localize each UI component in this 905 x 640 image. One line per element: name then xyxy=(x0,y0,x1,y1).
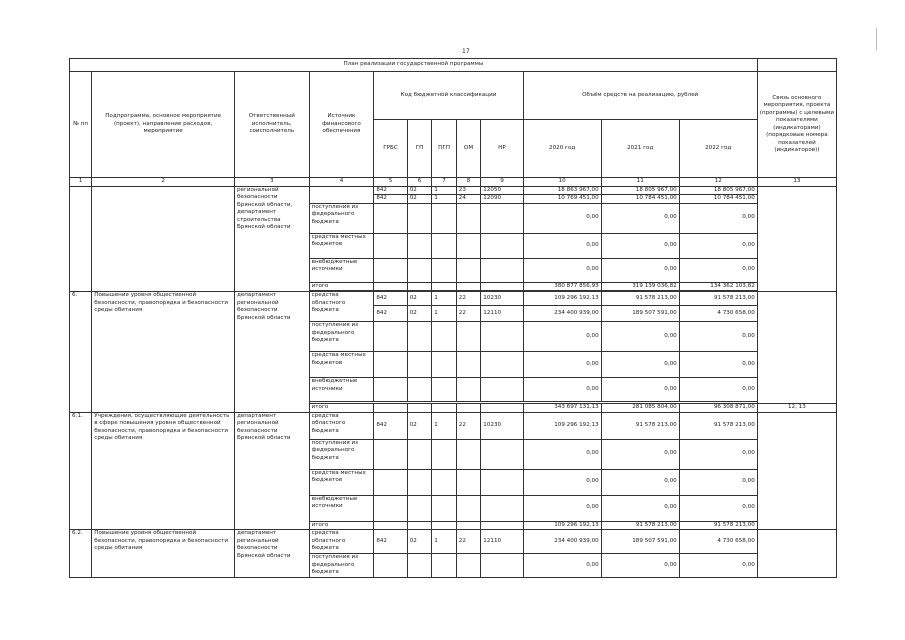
amount-2022: 18 805 967,00 xyxy=(679,186,757,195)
amount-2022: 0,00 xyxy=(679,258,757,282)
amount-2020: 0,00 xyxy=(523,469,601,495)
row-number: 6. xyxy=(70,292,92,413)
amount-2020: 0,00 xyxy=(523,378,601,402)
table-row xyxy=(70,292,837,306)
grbs-cell: 842 xyxy=(374,186,407,195)
total-2021: 319 139 036,82 xyxy=(601,282,679,291)
amount-2020: 0,00 xyxy=(523,352,601,378)
amount-2021: 91 578 213,00 xyxy=(601,292,679,306)
amount-2022: 0,00 xyxy=(679,352,757,378)
amount-2020: 0,00 xyxy=(523,495,601,521)
header-2020: 2020 год xyxy=(523,120,601,178)
col-number: 8 xyxy=(456,178,481,187)
om-cell: 24 xyxy=(456,195,481,204)
executor-cell: региональной безопасности Брянской области, департамент строительства Брянской области xyxy=(234,186,309,292)
total-2020: 343 697 131,13 xyxy=(523,404,601,413)
amount-2021: 0,00 xyxy=(601,352,679,378)
total-2020: 109 296 192,13 xyxy=(523,521,601,530)
pgp-cell: 1 xyxy=(432,412,457,439)
om-cell: 22 xyxy=(456,412,481,439)
header-name: Подпрограмма, основное мероприятие (проект), направление расходов, мероприятие xyxy=(92,72,235,178)
source-total: итого xyxy=(309,521,374,530)
amount-2020: 109 296 192,13 xyxy=(523,292,601,306)
amount-2021: 189 507 591,00 xyxy=(601,530,679,554)
col-number: 4 xyxy=(309,178,374,187)
source-federal: поступления из федерального бюджета xyxy=(309,439,374,469)
amount-2021: 0,00 xyxy=(601,258,679,282)
amount-2020: 234 400 939,00 xyxy=(523,530,601,554)
total-2021: 91 578 213,00 xyxy=(601,521,679,530)
header-link: Связь основного мероприятия, проекта (программы) с целевыми показателями (индикаторами) (порядковые номера показателей (индикаторов)) xyxy=(757,72,836,178)
col-number: 10 xyxy=(523,178,601,187)
nr-cell: 12050 xyxy=(481,186,523,195)
amount-2021: 0,00 xyxy=(601,439,679,469)
amount-2021: 0,00 xyxy=(601,322,679,352)
executor-cell: департамент региональной безопасности Брянской области xyxy=(234,412,309,530)
gp-cell: 02 xyxy=(407,195,432,204)
program-plan-table xyxy=(69,58,837,578)
scan-artifact xyxy=(876,28,877,50)
amount-2021: 0,00 xyxy=(601,233,679,258)
header-nr: НР xyxy=(481,120,523,178)
grbs-cell: 842 xyxy=(374,530,407,554)
col-number: 2 xyxy=(92,178,235,187)
amount-2021: 10 784 451,00 xyxy=(601,195,679,204)
nr-cell: 10230 xyxy=(481,412,523,439)
table-title: План реализации государственной программы xyxy=(70,59,758,72)
amount-2021: 91 578 213,00 xyxy=(601,412,679,439)
source-federal: поступления из федерального бюджета xyxy=(309,322,374,352)
amount-2020: 0,00 xyxy=(523,233,601,258)
amount-2020: 0,00 xyxy=(523,203,601,233)
col-number: 7 xyxy=(432,178,457,187)
header-2021: 2021 год xyxy=(601,120,679,178)
source-local: средства местных бюджетов xyxy=(309,469,374,495)
header-om: ОМ xyxy=(456,120,481,178)
pgp-cell: 1 xyxy=(432,186,457,195)
amount-2021: 18 805 967,00 xyxy=(601,186,679,195)
gp-cell: 02 xyxy=(407,292,432,306)
grbs-cell: 842 xyxy=(374,292,407,306)
amount-2021: 0,00 xyxy=(601,495,679,521)
measure-name: Учреждения, осуществляющие деятельность в сфере повышения уровня общественной безопасности, правопорядка и безопасности среды обитания xyxy=(92,412,235,530)
om-cell: 22 xyxy=(456,530,481,554)
source-extra: внебюджетные источники xyxy=(309,495,374,521)
amount-2021: 189 507 591,00 xyxy=(601,306,679,322)
grbs-cell: 842 xyxy=(374,412,407,439)
table-row xyxy=(70,412,837,439)
amount-2022: 4 730 658,00 xyxy=(679,530,757,554)
header-grbs: ГРБС xyxy=(374,120,407,178)
header-pgp: ПГП xyxy=(432,120,457,178)
nr-cell: 10230 xyxy=(481,292,523,306)
amount-2021: 0,00 xyxy=(601,554,679,578)
amount-2020: 0,00 xyxy=(523,258,601,282)
amount-2021: 0,00 xyxy=(601,203,679,233)
source-extra: внебюджетные источники xyxy=(309,378,374,402)
source-extra: внебюджетные источники xyxy=(309,258,374,282)
col-number: 3 xyxy=(234,178,309,187)
amount-2022: 0,00 xyxy=(679,554,757,578)
om-cell: 23 xyxy=(456,186,481,195)
indicator-link: 12, 13 xyxy=(757,404,836,413)
total-2022: 91 578 213,00 xyxy=(679,521,757,530)
header-volume: Объём средств на реализацию, рублей xyxy=(523,72,757,120)
col-number: 1 xyxy=(70,178,92,187)
col-number: 12 xyxy=(679,178,757,187)
measure-name: Повышение уровня общественной безопасности, правопорядка и безопасности среды обитания xyxy=(92,530,235,578)
source-regional: средства областного бюджета xyxy=(309,292,374,322)
header-gp: ГП xyxy=(407,120,432,178)
grbs-cell: 842 xyxy=(374,195,407,204)
amount-2020: 0,00 xyxy=(523,322,601,352)
col-number: 5 xyxy=(374,178,407,187)
gp-cell: 02 xyxy=(407,412,432,439)
amount-2022: 0,00 xyxy=(679,378,757,402)
amount-2022: 10 784 451,00 xyxy=(679,195,757,204)
row-number: 6.2. xyxy=(70,530,92,578)
total-2022: 134 362 103,82 xyxy=(679,282,757,291)
gp-cell: 02 xyxy=(407,186,432,195)
source-regional: средства областного бюджета xyxy=(309,530,374,554)
measure-name: Повышение уровня общественной безопасности, правопорядка и безопасности среды обитания xyxy=(92,292,235,413)
om-cell: 22 xyxy=(456,306,481,322)
gp-cell: 02 xyxy=(407,306,432,322)
col-number: 9 xyxy=(481,178,523,187)
total-2022: 96 308 871,00 xyxy=(679,404,757,413)
col-number: 11 xyxy=(601,178,679,187)
gp-cell: 02 xyxy=(407,530,432,554)
table-row xyxy=(70,186,837,195)
executor-cell: департамент региональной безопасности Брянской области xyxy=(234,530,309,578)
total-2021: 281 085 804,00 xyxy=(601,404,679,413)
amount-2021: 0,00 xyxy=(601,378,679,402)
amount-2020: 0,00 xyxy=(523,439,601,469)
om-cell: 22 xyxy=(456,292,481,306)
source-total: итого xyxy=(309,404,374,413)
amount-2020: 234 400 939,00 xyxy=(523,306,601,322)
amount-2022: 0,00 xyxy=(679,495,757,521)
amount-2020: 10 769 451,00 xyxy=(523,195,601,204)
amount-2022: 0,00 xyxy=(679,233,757,258)
nr-cell: 12090 xyxy=(481,195,523,204)
amount-2022: 0,00 xyxy=(679,469,757,495)
header-source: Источник финансового обеспечения xyxy=(309,72,374,178)
amount-2020: 109 296 192,13 xyxy=(523,412,601,439)
nr-cell: 12110 xyxy=(481,530,523,554)
header-budget-code: Код бюджетной классификации xyxy=(374,72,523,120)
amount-2022: 0,00 xyxy=(679,439,757,469)
executor-cell: департамент региональной безопасности Брянской области xyxy=(234,292,309,413)
pgp-cell: 1 xyxy=(432,292,457,306)
amount-2022: 91 578 213,00 xyxy=(679,292,757,306)
nr-cell: 12110 xyxy=(481,306,523,322)
col-number: 6 xyxy=(407,178,432,187)
row-number: 6.1. xyxy=(70,412,92,530)
amount-2020: 18 863 967,00 xyxy=(523,186,601,195)
header-2022: 2022 год xyxy=(679,120,757,178)
total-2020: 380 877 856,93 xyxy=(523,282,601,291)
pgp-cell: 1 xyxy=(432,530,457,554)
pgp-cell: 1 xyxy=(432,195,457,204)
page-number: 17 xyxy=(462,48,470,55)
amount-2022: 0,00 xyxy=(679,322,757,352)
amount-2022: 0,00 xyxy=(679,203,757,233)
source-regional: средства областного бюджета xyxy=(309,412,374,439)
source-federal: поступления из федерального бюджета xyxy=(309,554,374,578)
source-total: итого xyxy=(309,282,374,291)
header-num: № пп xyxy=(70,72,92,178)
amount-2022: 91 578 213,00 xyxy=(679,412,757,439)
source-local: средства местных бюджетов xyxy=(309,233,374,258)
header-executor: Ответственный исполнитель, соисполнитель xyxy=(234,72,309,178)
source-federal: поступления из федерального бюджета xyxy=(309,203,374,233)
amount-2020: 0,00 xyxy=(523,554,601,578)
amount-2021: 0,00 xyxy=(601,469,679,495)
pgp-cell: 1 xyxy=(432,306,457,322)
table-row xyxy=(70,530,837,554)
source-local: средства местных бюджетов xyxy=(309,352,374,378)
grbs-cell: 842 xyxy=(374,306,407,322)
amount-2022: 4 730 658,00 xyxy=(679,306,757,322)
col-number: 13 xyxy=(757,178,836,187)
